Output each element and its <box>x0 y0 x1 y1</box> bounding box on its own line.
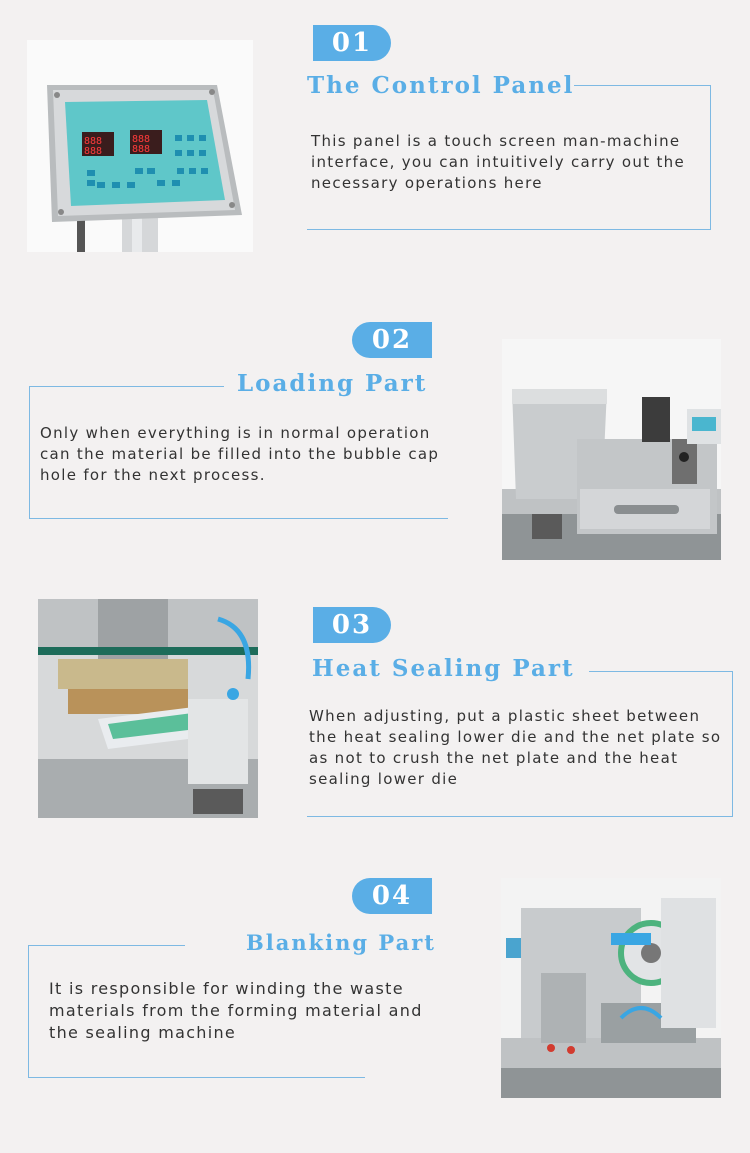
svg-text:888: 888 <box>84 136 103 147</box>
blanking-part-photo <box>501 878 721 1098</box>
section-number-badge: 02 <box>352 322 432 358</box>
section-title: Heat Sealing Part <box>312 655 575 682</box>
divider-line <box>28 1077 365 1078</box>
section-title: The Control Panel <box>307 72 575 99</box>
divider-line <box>29 386 30 519</box>
divider-line <box>307 816 733 817</box>
divider-line <box>574 85 710 86</box>
loading-part-photo <box>502 339 721 560</box>
divider-line <box>29 386 224 387</box>
section-description: It is responsible for winding the waste materials from the forming material and the sealing machine <box>49 979 423 1042</box>
section-number-badge: 03 <box>313 607 391 643</box>
divider-line <box>732 671 733 817</box>
divider-line <box>28 945 185 946</box>
svg-text:888: 888 <box>84 146 103 157</box>
svg-text:888: 888 <box>132 144 151 155</box>
divider-line <box>589 671 733 672</box>
divider-line <box>29 518 448 519</box>
section-description: This panel is a touch screen man-machine interface, you can intuitively carry out the necessary operations here <box>311 132 685 192</box>
section-description: Only when everything is in normal operation can the material be filled into the bubble cap hole for the next process. <box>40 424 440 484</box>
divider-line <box>28 945 29 1078</box>
divider-line <box>307 229 711 230</box>
heat-sealing-photo <box>38 599 258 818</box>
control-panel-photo <box>27 40 253 252</box>
divider-line <box>710 85 711 230</box>
section-number-badge: 04 <box>352 878 432 914</box>
svg-text:888: 888 <box>132 134 151 145</box>
section-title: Blanking Part <box>246 930 436 955</box>
section-title: Loading Part <box>237 370 428 397</box>
section-number-badge: 01 <box>313 25 391 61</box>
section-description: When adjusting, put a plastic sheet between the heat sealing lower die and the net plate so as not to crush the net plate and the heat sealing lower die <box>309 707 722 788</box>
